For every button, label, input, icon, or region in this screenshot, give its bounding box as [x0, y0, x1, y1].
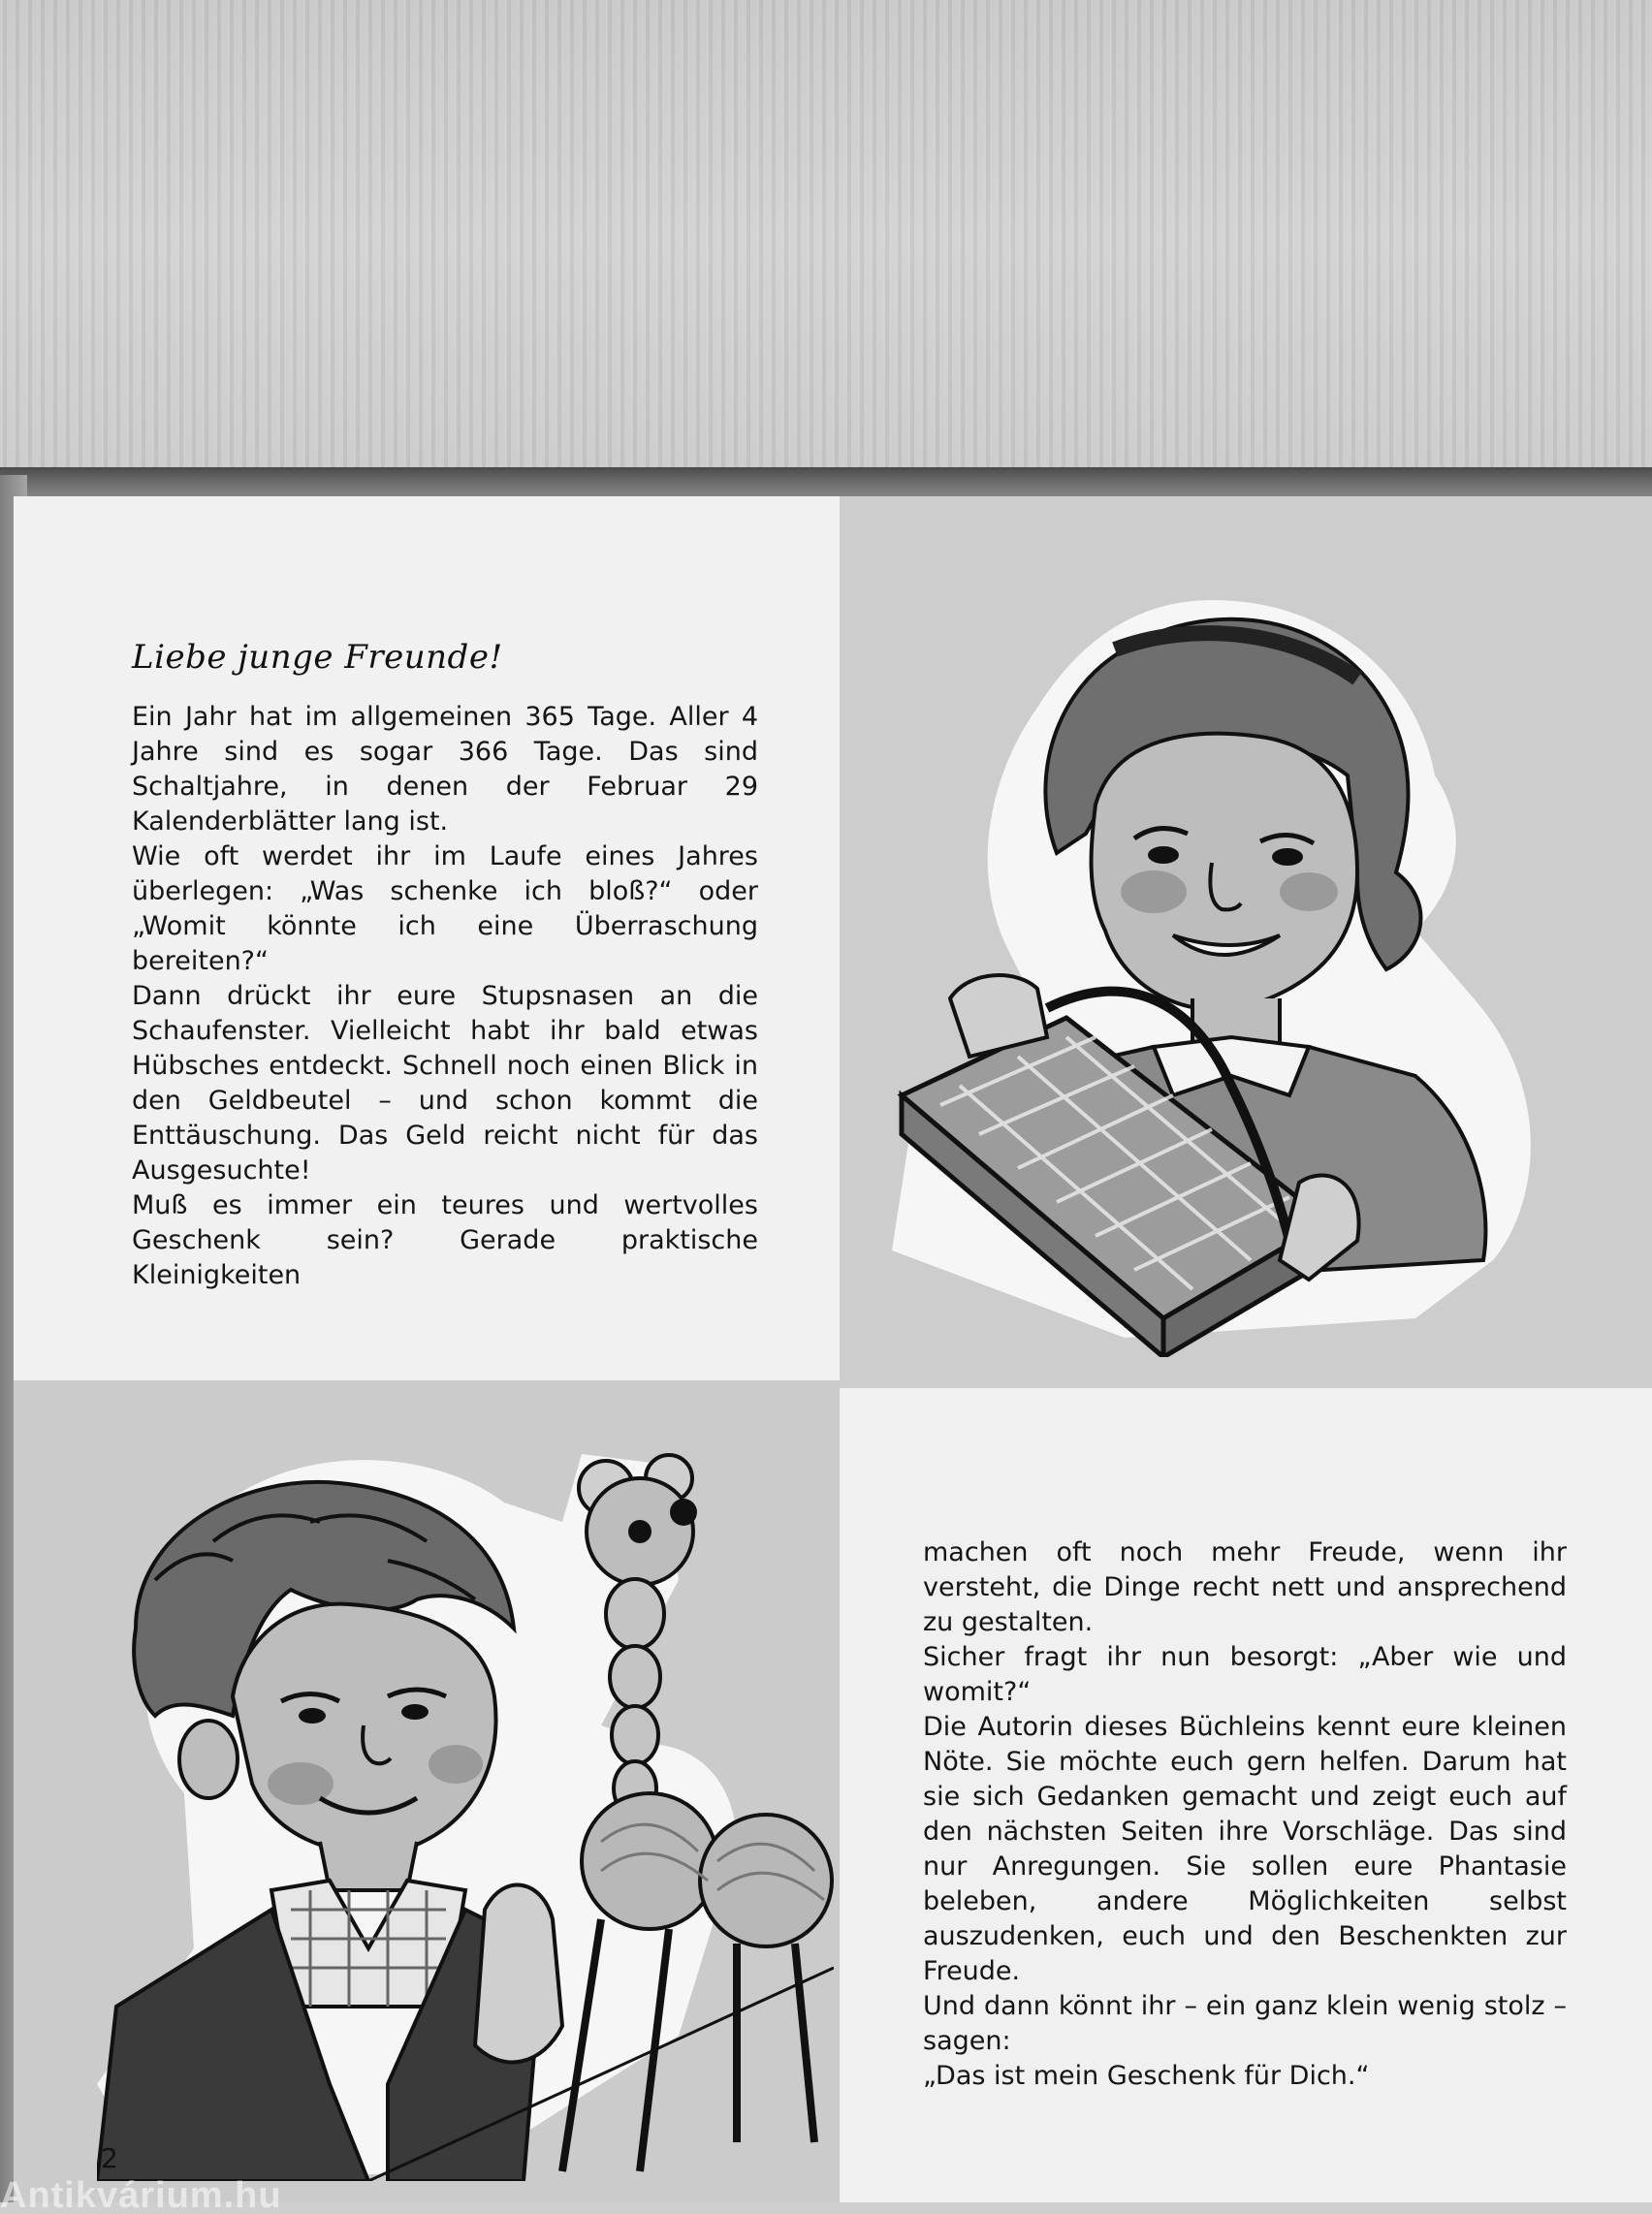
paragraph: Wie oft werdet ihr im Laufe eines Jahres überlegen: „Was schenke ich bloß?“ oder „Womit könnte ich eine Überraschung bereiten?“ — [132, 841, 758, 976]
paragraph: Muß es immer ein teures und wertvolles Geschenk sein? Gerade praktische Kleinigkeiten — [132, 1190, 758, 1290]
paragraph: Ein Jahr hat im allgemeinen 365 Tage. Aller 4 Jahre sind es sogar 366 Tage. Das sind Schaltjahre, in denen der Februar 29 Kalenderblätter lang ist. — [132, 702, 758, 837]
paragraph: Dann drückt ihr eure Stupsnasen an die Schaufenster. Vielleicht habt ihr bald etwas Hübsches entdeckt. Schnell noch einen Blick in den Geldbeutel – und schon kommt die Enttäuschung. Das Geld reicht nicht für das Ausgesuchte! — [132, 981, 758, 1186]
intro-text-top-left — [132, 700, 758, 1293]
girl-with-basket-illustration — [873, 582, 1551, 1357]
paragraph: machen oft noch mehr Freude, wenn ihr versteht, die Dinge recht nett und ansprechend zu gestalten. — [923, 1537, 1567, 1637]
paragraph: Und dann könnt ihr – ein ganz klein wenig stolz – sagen: — [923, 1991, 1567, 2056]
paragraph: Sicher fragt ihr nun besorgt: „Aber wie und womit?“ — [923, 1642, 1567, 1707]
paragraph: Die Autorin dieses Büchleins kennt eure kleinen Nöte. Sie möchte euch gern helfen. Darum hat sie sich Gedanken gemacht und zeigt euch auf den nächsten Seiten ihre Vorschläge. Das sind nur Anregungen. Sie sollen eure Phantasie beleben, andere Möglichkeiten selbst auszudenken, euch und den Beschenkten zur Freude. — [923, 1712, 1567, 1986]
paragraph: „Das ist mein Geschenk für Dich.“ — [923, 2061, 1370, 2091]
watermark-text: Antikvárium.hu — [0, 2175, 282, 2214]
page-number: 2 — [101, 2142, 118, 2174]
intro-text-bottom-right — [923, 1535, 1567, 2094]
salutation-heading: Liebe junge Freunde! — [132, 638, 503, 677]
boy-with-yarn-animal-illustration — [97, 1406, 834, 2181]
wooden-table-background — [0, 0, 1652, 475]
